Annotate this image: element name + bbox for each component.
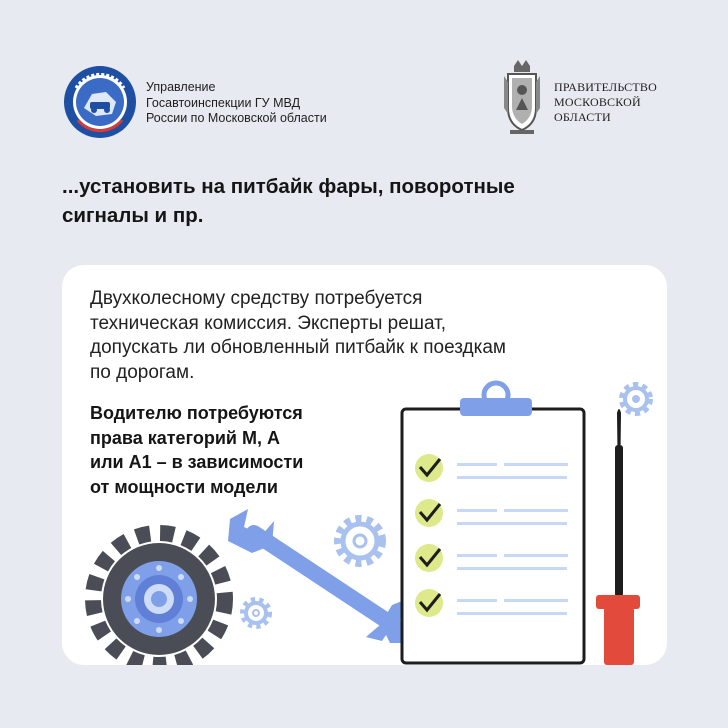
headline-line: ...установить на питбайк фары, поворотные (62, 175, 515, 198)
card-highlight-line: или А1 – в зависимости (90, 452, 304, 472)
gibdd-emblem-icon (62, 64, 138, 140)
gov-title-line: ОБЛАСТИ (554, 110, 611, 124)
checkmark-icon (415, 589, 443, 617)
clipboard-checklist-icon (402, 383, 584, 663)
screwdriver-icon (596, 409, 640, 665)
gear-icon (338, 519, 382, 563)
gov-title (554, 80, 684, 125)
card-description-line: Двухколесному средству потребуется (90, 288, 423, 309)
card-description-line: техническая комиссия. Эксперты решат, (90, 312, 447, 334)
card-description (90, 287, 650, 385)
gear-icon (243, 600, 269, 626)
checkmark-icon (415, 544, 443, 572)
info-card (62, 265, 667, 665)
checkmark-icon (415, 499, 443, 527)
gibdd-title (146, 80, 366, 127)
card-description-line: допускать ли обновленный питбайк к поездкам (90, 337, 506, 358)
card-highlight-line: от мощности модели (90, 476, 278, 497)
card-description-line: по дорогам. (90, 361, 195, 383)
gov-title-line: ПРАВИТЕЛЬСТВО (554, 80, 657, 94)
header (62, 58, 682, 138)
gibdd-title-line: России по Московской области (146, 111, 327, 125)
gear-icon (622, 385, 650, 413)
headline-line: сигналы и пр. (62, 204, 204, 227)
large-gear-icon (93, 533, 225, 665)
moscow-region-coat-of-arms-icon (500, 58, 544, 136)
gibdd-title-line: Госавтоинспекции ГУ МВД (146, 95, 301, 110)
card-highlight (90, 401, 390, 499)
headline (62, 172, 622, 230)
card-highlight-line: права категорий М, А (90, 427, 280, 448)
checkmark-icon (415, 454, 443, 482)
card-highlight-line: Водителю потребуются (90, 403, 303, 423)
gibdd-title-line: Управление (146, 80, 216, 94)
gov-title-line: МОСКОВСКОЙ (554, 95, 641, 109)
